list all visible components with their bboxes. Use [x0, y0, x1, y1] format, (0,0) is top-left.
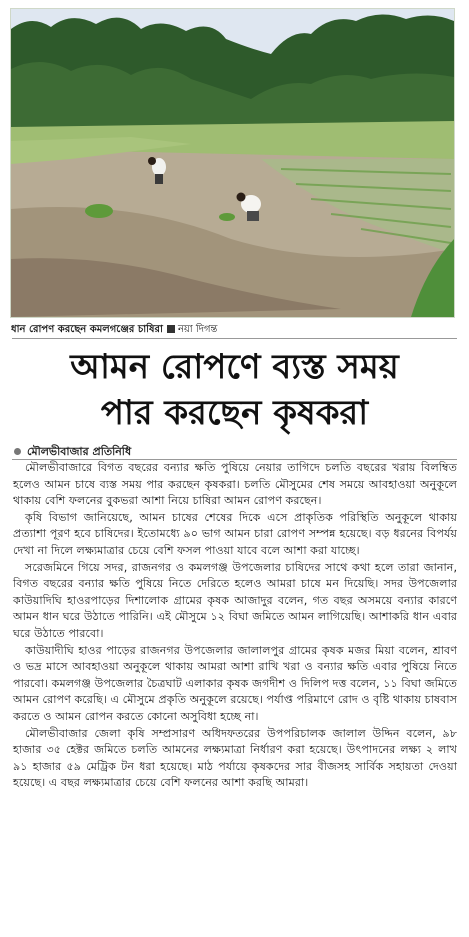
caption-text: ধান রোপণ করছেন কমলগঞ্জের চাষিরা	[11, 324, 163, 335]
divider	[12, 338, 457, 339]
caption-credit: নয়া দিগন্ত	[177, 324, 218, 335]
paragraph: মৌলভীবাজারে বিগত বছরের বন্যার ক্ষতি পুষিয়ে নেয়ার তাগিদে চলতি বছরের খরায় বিলম্বিত হলেও আমন চাষে ব্যস্ত সময় পার করছেন কৃষকরা। চলতি মৌসুমের শেষ সময়ে আবহাওয়া অনুকূলে থাকায় বেশি ফলনের বুকভরা আশা নিয়ে চাষিরা আমন রোপণ করছেন।	[13, 461, 457, 508]
square-bullet-icon	[167, 325, 175, 333]
headline-line-2: পার করছেন কৃষকরা	[100, 393, 369, 433]
paragraph: কৃষি বিভাগ জানিয়েছে, আমন চাষের শেষের দিকে এসে প্রাকৃতিক পরিস্থিতি অনুকূলে থাকায় প্রত্যাশা পূরণ হবে চাষিদের। ইতোমধ্যে ৯০ ভাগ আমন চারা রোপণ সম্পন্ন হয়েছে। বড় ধরনের বিপর্যয় দেখা না দিলে লক্ষ্যমাত্রার চেয়ে বেশি ফসল পাওয়া যাবে বলে আশা করা যাচ্ছে।	[13, 510, 457, 557]
photo-caption	[11, 322, 456, 339]
bullet-dot-icon	[14, 448, 21, 455]
article-body	[13, 460, 457, 792]
paragraph: মৌলভীবাজার জেলা কৃষি সম্প্রসারণ অধিদফতরের উপপরিচালক জালাল উদ্দিন বলেন, ৯৮ হাজার ৩৫ হেক্টর জমিতে চলতি আমনের লক্ষ্যমাত্রা নির্ধারণ করা হয়েছে। উৎপাদনের লক্ষ্য ২ লাখ ৯১ হাজার ৫৯ মেট্রিক টন ধরা হয়েছে। মাঠ পর্যায়ে কৃষকদের সার বীজসহ সার্বিক সহায়তা দেওয়া হয়েছে। এ বছর লক্ষ্যমাত্রার চেয়ে বেশি ফলনের আশা করছি আমরা।	[13, 726, 457, 790]
paddy-field-photo	[11, 9, 454, 317]
byline-text: মৌলভীবাজার প্রতিনিধি	[27, 445, 132, 458]
paragraph: সরেজমিনে গিয়ে সদর, রাজনগর ও কমলগঞ্জ উপজেলার চাষিদের সাথে কথা হলে তারা জানান, বিগত বছরের বন্যার ক্ষতি পুষিয়ে নিতে দেরিতে হলেও আমরা চাষে মন দিয়েছি। সদর উপজেলার কাউয়াদিঘি হাওরপাড়ের দিশালোক গ্রামের কৃষক আজাদুর বলেন, গত বছর অসময়ে বন্যার কারণে আমন ধান ঘরে উঠাতে পারিনি। এই মৌসুমে ১২ বিঘা জমিতে আমন লাগিয়েছি। আশাকরি ধান এবার ঘরে উঠাতে পারবো।	[13, 560, 457, 640]
article-photo	[10, 8, 455, 318]
paragraph: কাউয়াদীঘি হাওর পাড়ের রাজনগর উপজেলার জালালপুর গ্রামের কৃষক মজর মিয়া বলেন, শ্রাবণ ও ভদ্র মাসে আবহাওয়া অনুকূলে থাকায় আমরা আশা রাখি খরা ও বন্যার ক্ষতি এবার পুষিয়ে নিতে পারবো। কমলগঞ্জ উপজেলার চৈত্রঘাট এলাকার কৃষক জগদীশ ও দিলিপ দত্ত বলেন, ১১ বিঘা জমিতে আমন রোপণ করেছি। এ মৌসুমে প্রকৃতি অনুকূলে রয়েছে। পর্যাপ্ত পরিমাণে রোদ ও বৃষ্টি থাকায় চাষবাস করতে ও আমন রোপন করতে কোনো অসুবিধা হচ্ছে না।	[13, 643, 457, 723]
headline-line-1: আমন রোপণে ব্যস্ত সময়	[70, 347, 399, 387]
